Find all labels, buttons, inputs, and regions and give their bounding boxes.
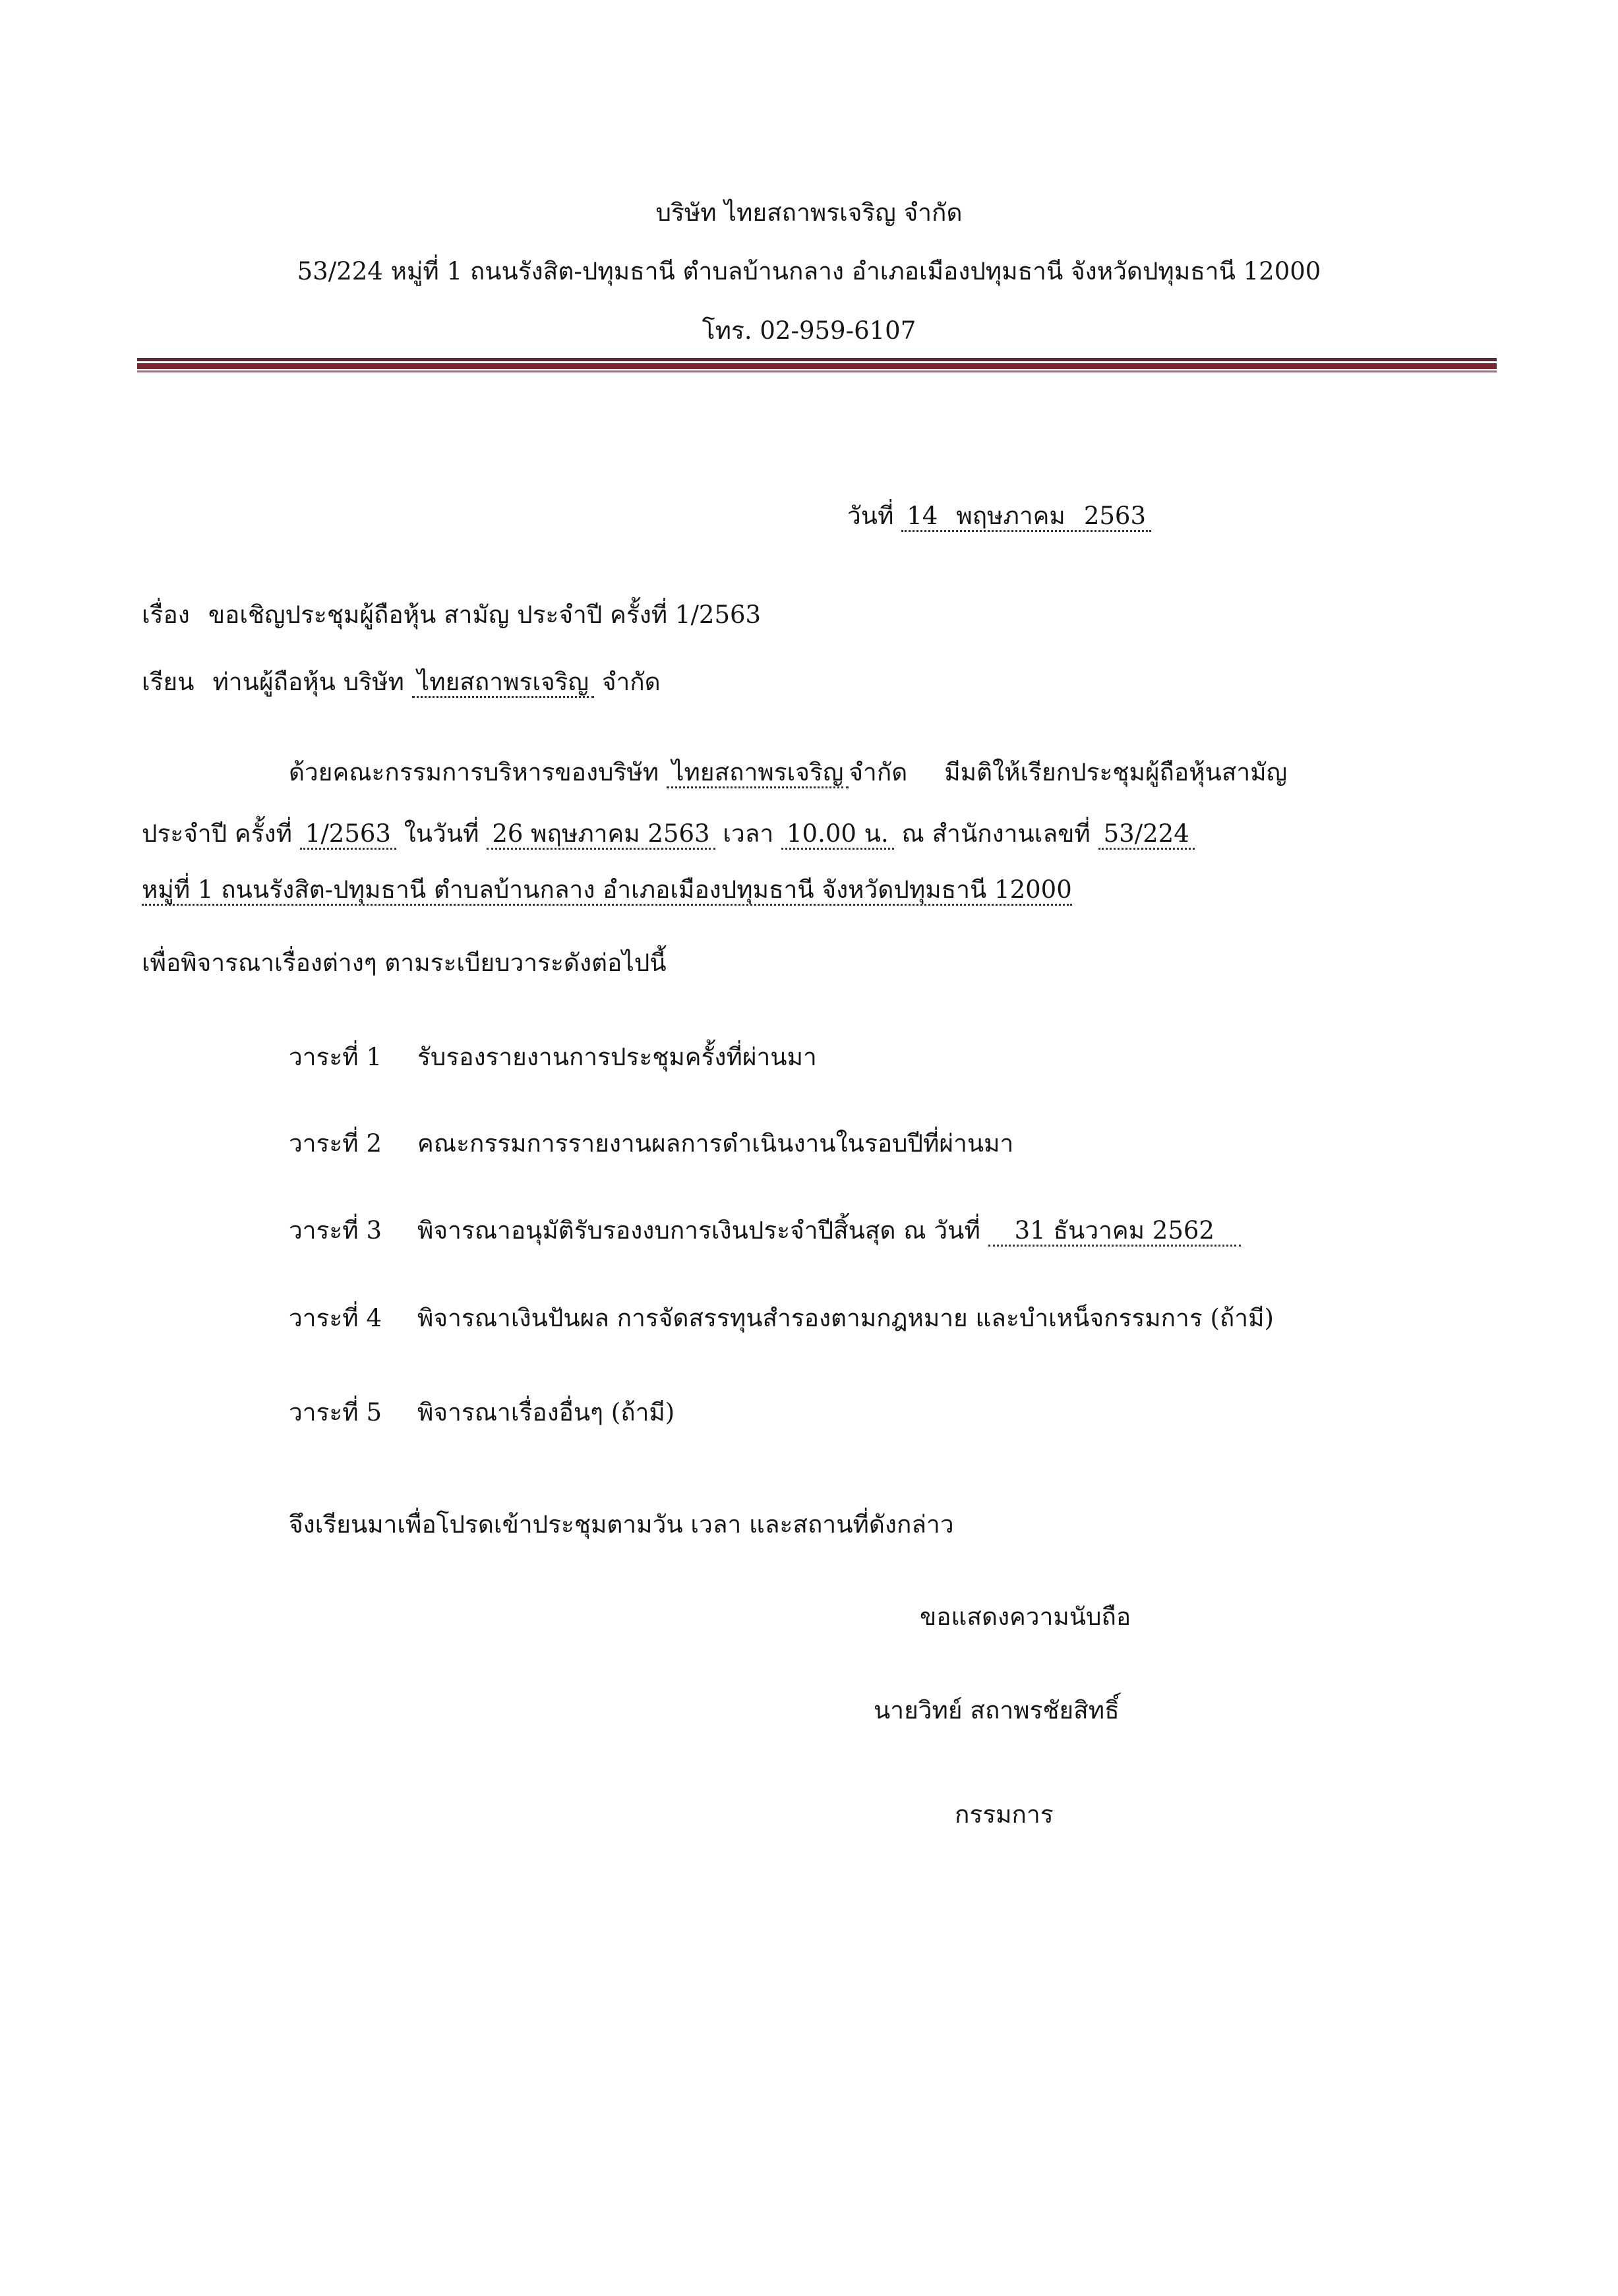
body-text: เวลา [723, 819, 774, 848]
meeting-date-fill: 26 พฤษภาคม 2563 [487, 819, 715, 850]
header-divider [137, 358, 1497, 361]
agenda-item [289, 1041, 817, 1074]
agenda-item [289, 1302, 1274, 1335]
body-line-4: เพื่อพิจารณาเรื่องต่างๆ ตามระเบียบวาระดังต่อไปนี้ [142, 949, 667, 977]
agenda-item [289, 1127, 1013, 1160]
company-name: บริษัท ไทยสถาพรเจริญ จำกัด [655, 198, 963, 227]
agenda-text: พิจารณาเรื่องอื่นๆ (ถ้ามี) [417, 1398, 675, 1427]
body-line-3 [142, 873, 1072, 906]
agenda-text: รับรองรายงานการประชุมครั้งที่ผ่านมา [417, 1043, 817, 1071]
body-text: มีมติให้เรียกประชุมผู้ถือหุ้นสามัญ [944, 758, 1288, 786]
subject-line [142, 599, 761, 632]
subject-text: ขอเชิญประชุมผู้ถือหุ้น สามัญ ประจำปี ครั้งที่ 1/2563 [208, 601, 762, 629]
date-label: วันที่ [847, 502, 894, 530]
recipient-label: เรียน [142, 668, 195, 696]
agenda-label: วาระที่ 5 [289, 1398, 382, 1427]
header-divider-thin [137, 370, 1497, 372]
signer-name: นายวิทย์ สถาพรชัยสิทธิ์ [874, 1696, 1120, 1724]
body-line-2 [142, 817, 1195, 850]
body-line-1 [289, 756, 1287, 789]
date-day: 14 [907, 502, 938, 530]
body-text: จำกัด [849, 758, 908, 786]
agenda-item [289, 1396, 674, 1429]
date-value [901, 502, 1151, 532]
agenda-label: วาระที่ 4 [289, 1304, 382, 1332]
body-company-fill: ไทยสถาพรเจริญ [667, 758, 849, 788]
recipient-prefix: ท่านผู้ถือหุ้น บริษัท [212, 668, 404, 696]
agenda-text: คณะกรรมการรายงานผลการดำเนินงานในรอบปีที่ผ่านมา [417, 1129, 1014, 1158]
subject-label: เรื่อง [142, 601, 190, 629]
office-number-fill: 53/224 [1098, 819, 1195, 850]
body-text: ในวันที่ [404, 819, 479, 848]
recipient-company: ไทยสถาพรเจริญ [412, 668, 594, 698]
agenda-text: พิจารณาเงินปันผล การจัดสรรทุนสำรองตามกฎหมาย และบำเหน็จกรรมการ (ถ้ามี) [417, 1304, 1274, 1332]
agenda-date-fill: 31 ธันวาคม 2562 [988, 1216, 1241, 1247]
date-year: 2563 [1083, 502, 1146, 530]
agenda-text: พิจารณาอนุมัติรับรองงบการเงินประจำปีสิ้นสุด ณ วันที่ [417, 1216, 980, 1245]
body-text: ประจำปี ครั้งที่ [142, 819, 293, 848]
regards: ขอแสดงความนับถือ [920, 1603, 1131, 1631]
recipient-line [142, 666, 661, 699]
header-divider-thick [137, 363, 1497, 369]
date-line [847, 500, 1151, 533]
signer-position: กรรมการ [955, 1800, 1054, 1829]
company-address: 53/224 หมู่ที่ 1 ถนนรังสิต-ปทุมธานี ตำบลบ้านกลาง อำเภอเมืองปทุมธานี จังหวัดปทุมธานี 12000 [297, 257, 1321, 285]
closing-text: จึงเรียนมาเพื่อโปรดเข้าประชุมตามวัน เวลา และสถานที่ดังกล่าว [289, 1510, 954, 1539]
body-text: ณ สำนักงานเลขที่ [901, 819, 1091, 848]
agenda-label: วาระที่ 3 [289, 1216, 382, 1245]
agenda-label: วาระที่ 1 [289, 1043, 382, 1071]
recipient-suffix: จำกัด [601, 668, 661, 696]
body-text: ด้วยคณะกรรมการบริหารของบริษัท [289, 758, 659, 786]
office-address-fill: หมู่ที่ 1 ถนนรังสิต-ปทุมธานี ตำบลบ้านกลาง อำเภอเมืองปทุมธานี จังหวัดปทุมธานี 12000 [142, 875, 1072, 906]
meeting-number-fill: 1/2563 [300, 819, 396, 850]
agenda-label: วาระที่ 2 [289, 1129, 382, 1158]
meeting-time-fill: 10.00 น. [781, 819, 894, 850]
date-month: พฤษภาคม [956, 502, 1065, 530]
agenda-item [289, 1214, 1241, 1247]
company-phone: โทร. 02-959-6107 [702, 316, 916, 345]
